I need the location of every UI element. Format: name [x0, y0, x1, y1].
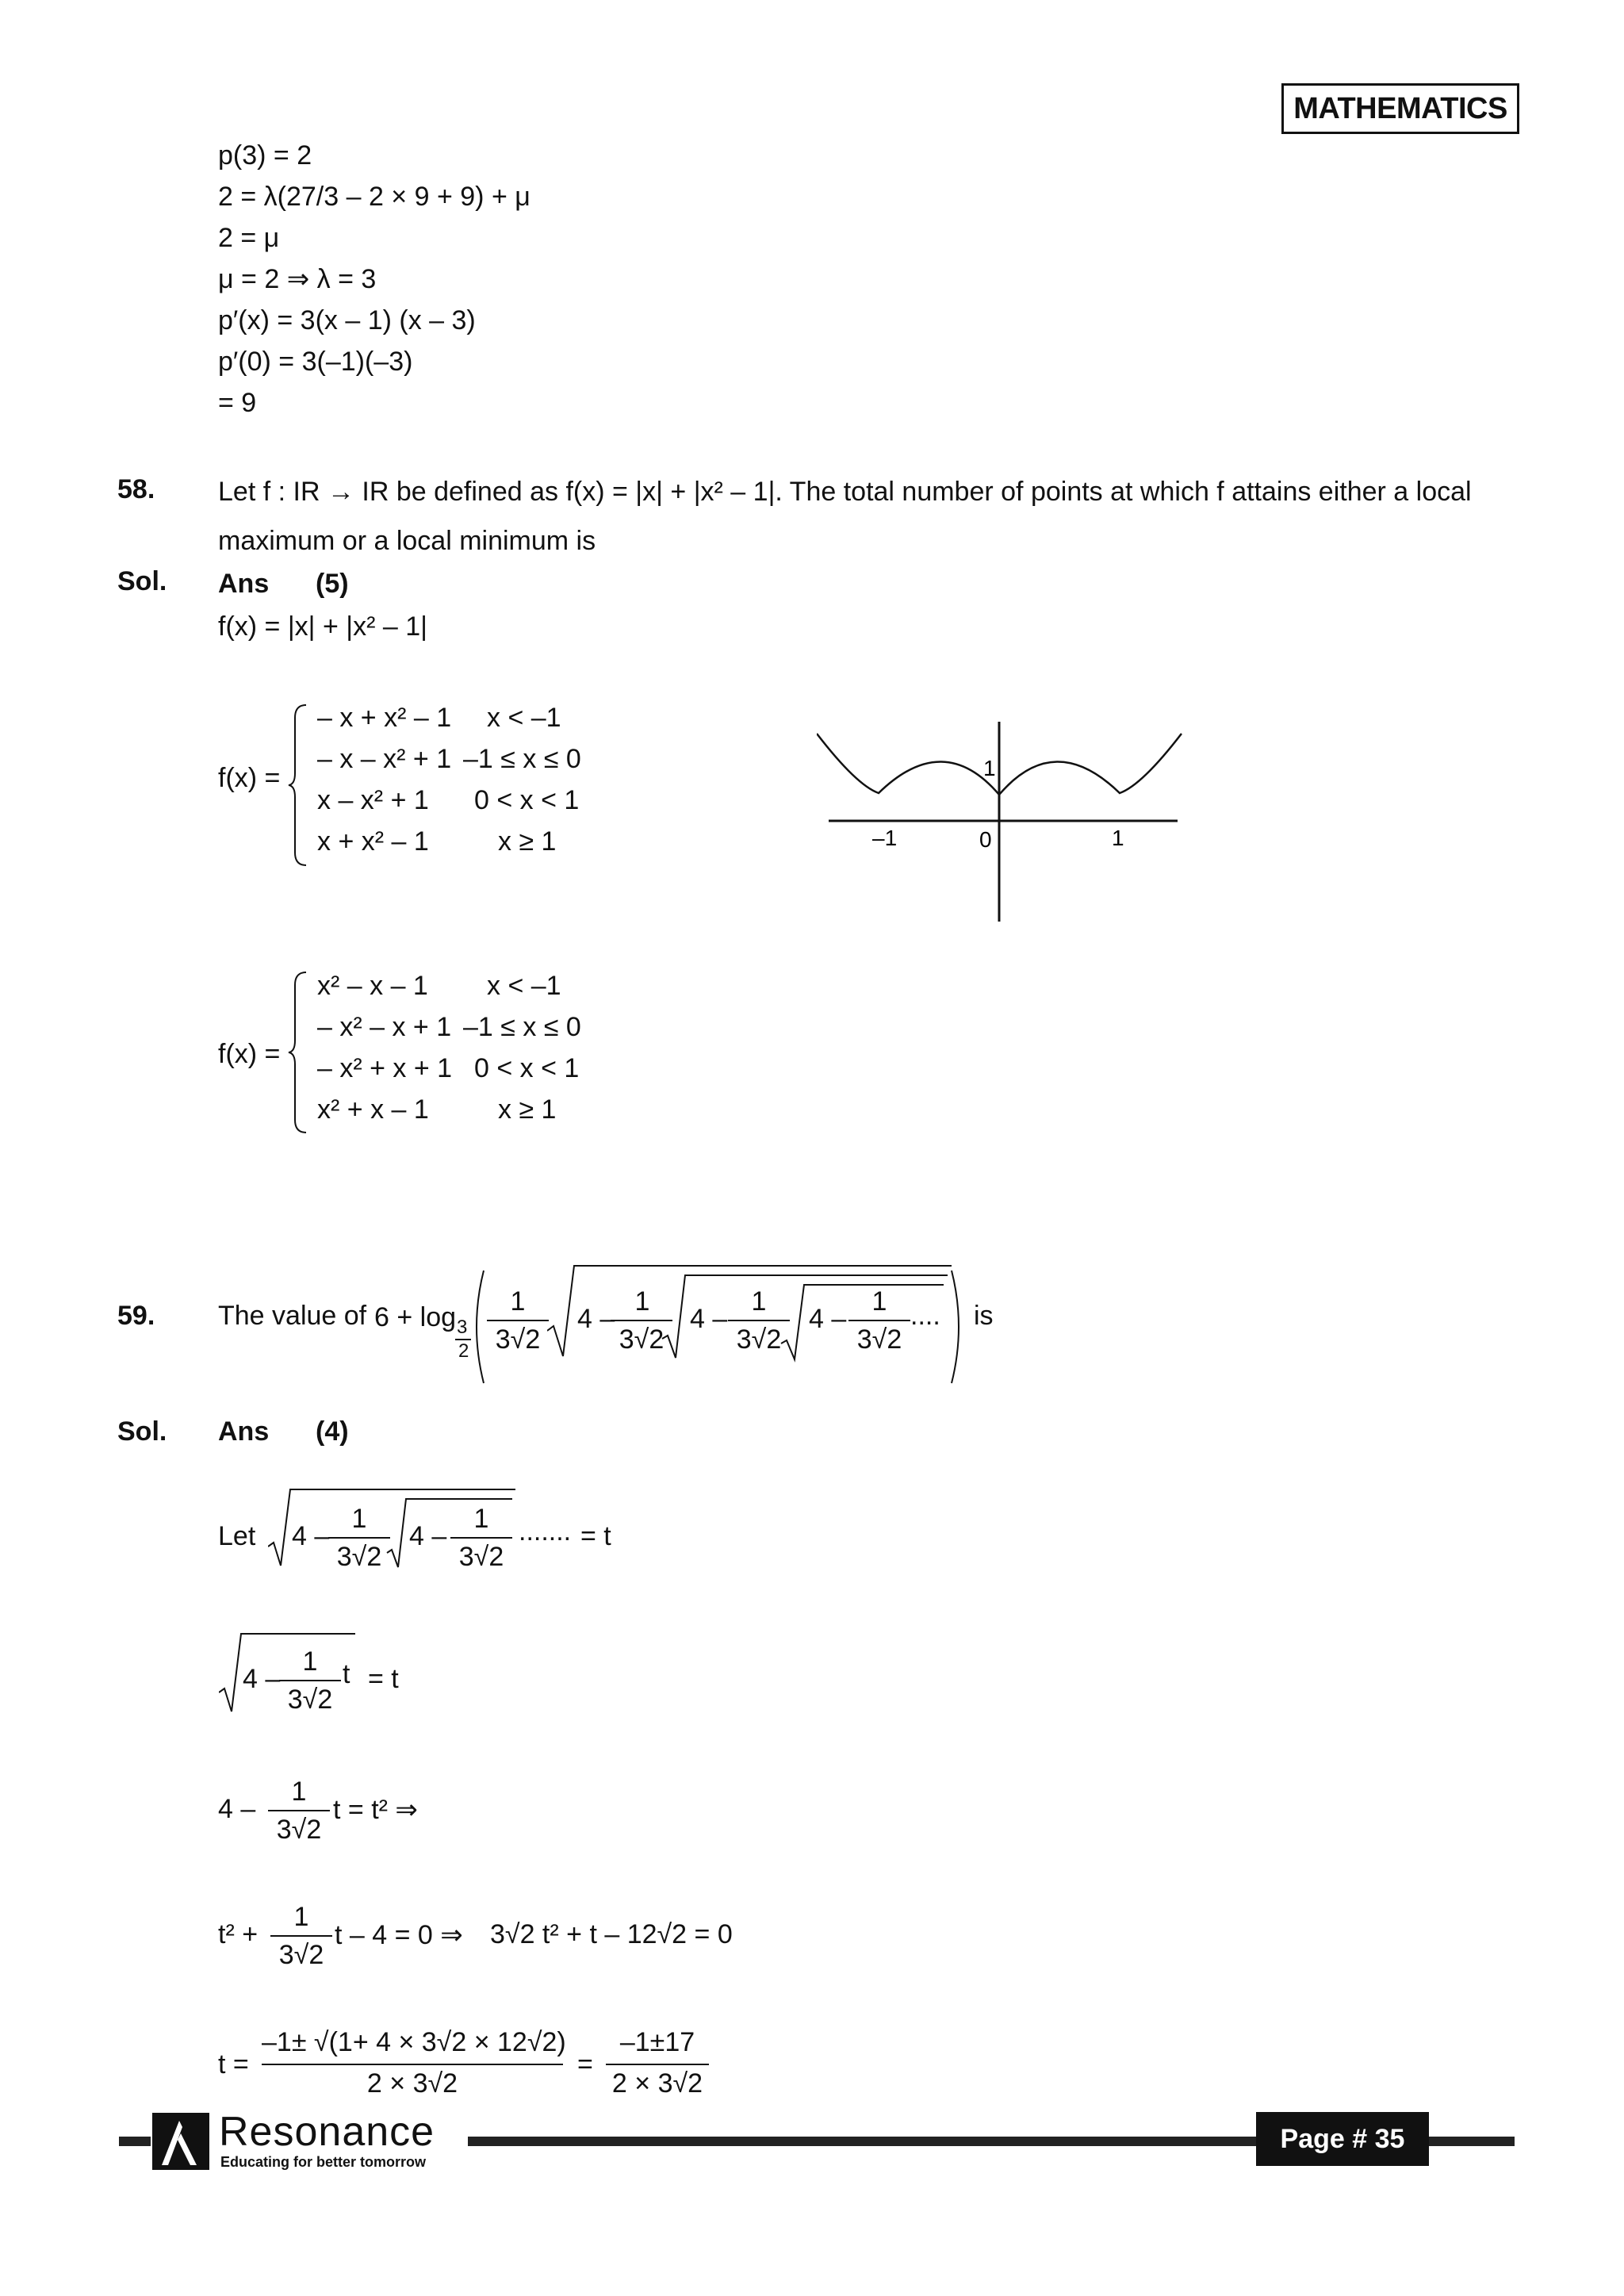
- step5-den: 2 × 3√2: [366, 2068, 458, 2099]
- step5-eq: =: [577, 2049, 593, 2079]
- piece-expr: – x² – x + 1: [317, 1012, 452, 1042]
- page-label: Page #: [1280, 2124, 1368, 2154]
- frac-den: 3√2: [856, 1324, 902, 1355]
- page-number-box: [1256, 2112, 1429, 2166]
- piece-expr: – x + x² – 1: [317, 703, 452, 733]
- question-text: Let f : IR → IR be defined as f(x) = |x| + |x² – 1|. The total number of points at which f attains either a local: [218, 477, 1472, 507]
- solution-line: μ = 2 ⇒ λ = 3: [218, 264, 377, 294]
- step4-mid: t – 4 = 0 ⇒: [335, 1920, 463, 1950]
- subject-header: MATHEMATICS: [1281, 83, 1519, 134]
- solution-line: p′(0) = 3(–1)(–3): [218, 347, 413, 377]
- frac-num: 1: [473, 1504, 489, 1534]
- piece-cond: x ≥ 1: [498, 1094, 557, 1125]
- step5-lhs: t =: [218, 2049, 249, 2079]
- piece-cond: 0 < x < 1: [474, 1053, 580, 1083]
- four-minus: 4 –: [243, 1664, 281, 1694]
- step3-pre: 4 –: [218, 1794, 256, 1824]
- step5-den2: 2 × 3√2: [611, 2068, 703, 2099]
- frac-den: 3√2: [336, 1542, 382, 1572]
- question-text: maximum or a local minimum is: [218, 526, 596, 556]
- frac-den: 3√2: [619, 1324, 665, 1355]
- let-label: Let: [218, 1521, 256, 1551]
- piece-expr: x² + x – 1: [317, 1094, 429, 1125]
- left-brace: [287, 969, 311, 1136]
- ans-label: Ans: [218, 569, 270, 599]
- step4-rhs: 3√2 t² + t – 12√2 = 0: [490, 1919, 733, 1949]
- ans-value: (5): [316, 569, 349, 599]
- function-definition: f(x) = |x| + |x² – 1|: [218, 611, 427, 642]
- four-minus: 4 –: [809, 1304, 847, 1334]
- fx-label: f(x) =: [218, 763, 281, 793]
- piece-cond: –1 ≤ x ≤ 0: [463, 1012, 581, 1042]
- solution-line: p′(x) = 3(x – 1) (x – 3): [218, 305, 476, 335]
- log-base-den: 2: [458, 1340, 469, 1362]
- question-text: is: [974, 1301, 994, 1331]
- graph-label-0: 0: [979, 827, 992, 852]
- frac-num: 1: [351, 1504, 367, 1534]
- equals-t: = t: [580, 1521, 611, 1551]
- four-minus: 4 –: [577, 1304, 615, 1334]
- frac-den: 3√2: [458, 1542, 504, 1572]
- ans-label: Ans: [218, 1416, 270, 1447]
- step5-num2: –1±17: [619, 2027, 695, 2057]
- sol-label: Sol.: [117, 566, 167, 596]
- page-number: 35: [1374, 2124, 1405, 2154]
- piece-expr: x – x² + 1: [317, 785, 429, 815]
- question-number: 59.: [117, 1301, 155, 1331]
- piece-cond: 0 < x < 1: [474, 785, 580, 815]
- piece-expr: x + x² – 1: [317, 826, 429, 857]
- piece-cond: x < –1: [487, 703, 561, 733]
- frac-num: 1: [291, 1777, 307, 1807]
- equals-t: = t: [368, 1664, 399, 1694]
- frac-num: 1: [871, 1286, 887, 1317]
- ellipsis: ....: [910, 1301, 940, 1331]
- frac-den: 3√2: [276, 1815, 322, 1845]
- piece-expr: – x² + x + 1: [317, 1053, 453, 1083]
- question-text: The value of: [218, 1301, 367, 1331]
- piece-expr: – x – x² + 1: [317, 744, 452, 774]
- step3-post: t = t² ⇒: [333, 1795, 418, 1825]
- four-minus: 4 –: [292, 1521, 330, 1551]
- ans-value: (4): [316, 1416, 349, 1447]
- log-base-num: 3: [457, 1317, 468, 1338]
- frac-num: 1: [634, 1286, 650, 1317]
- ellipsis: .......: [519, 1516, 572, 1547]
- graph-label-neg1: –1: [872, 826, 898, 850]
- frac-num: 1: [510, 1286, 526, 1317]
- solution-line: 2 = λ(27/3 – 2 × 9 + 9) + μ: [218, 182, 530, 212]
- sol-label: Sol.: [117, 1416, 167, 1447]
- step4-pre: t² +: [218, 1919, 259, 1949]
- frac-den: 3√2: [736, 1324, 782, 1355]
- left-brace: [287, 702, 311, 868]
- frac-num: 1: [751, 1286, 767, 1317]
- solution-line: = 9: [218, 388, 257, 418]
- brand-tagline: Educating for better tomorrow: [220, 2154, 427, 2170]
- frac-den: 3√2: [495, 1324, 541, 1355]
- fx-label: f(x) =: [218, 1039, 281, 1069]
- frac-num: 1: [293, 1902, 309, 1932]
- brand-name: Resonance: [219, 2109, 435, 2155]
- question-number: 58.: [117, 474, 155, 504]
- frac-num: 1: [302, 1646, 318, 1677]
- graph-label-1: 1: [1112, 826, 1124, 850]
- piece-cond: –1 ≤ x ≤ 0: [463, 744, 581, 774]
- frac-den: 3√2: [278, 1940, 324, 1970]
- frac-den: 3√2: [287, 1685, 333, 1715]
- function-graph: [817, 714, 1189, 928]
- six-log: 6 + log: [374, 1302, 457, 1332]
- solution-line: p(3) = 2: [218, 140, 312, 171]
- solution-line: 2 = μ: [218, 223, 280, 253]
- footer-logo: [151, 2110, 468, 2173]
- t-variable: t: [343, 1659, 350, 1689]
- step5-num: –1± √(1+ 4 × 3√2 × 12√2): [262, 2027, 566, 2057]
- resonance-logo-icon: [151, 2110, 214, 2173]
- piece-cond: x < –1: [487, 971, 561, 1001]
- left-paren: [468, 1267, 487, 1386]
- piece-cond: x ≥ 1: [498, 826, 557, 857]
- piece-expr: x² – x – 1: [317, 971, 428, 1001]
- four-minus: 4 –: [409, 1521, 447, 1551]
- graph-label-y1: 1: [983, 756, 996, 780]
- four-minus: 4 –: [690, 1304, 728, 1334]
